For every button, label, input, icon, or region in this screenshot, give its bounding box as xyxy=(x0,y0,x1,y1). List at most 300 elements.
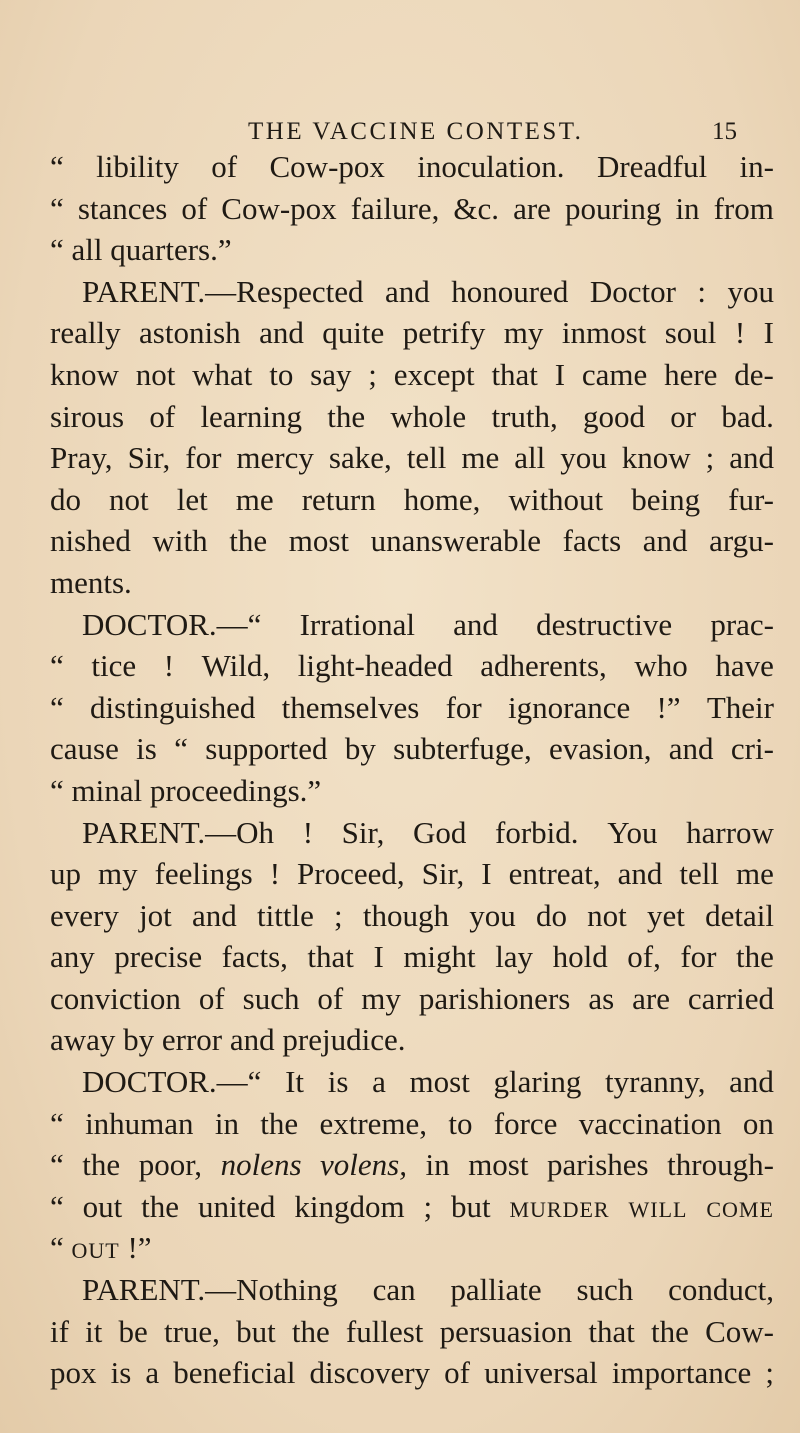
word xyxy=(128,437,171,479)
word xyxy=(83,1186,123,1228)
text-run: error xyxy=(161,1022,223,1058)
text-run: evasion, xyxy=(549,731,652,767)
text-run: “ xyxy=(50,648,64,684)
word xyxy=(334,895,343,937)
word xyxy=(468,1144,528,1186)
word xyxy=(446,687,482,729)
word xyxy=(164,645,174,687)
word xyxy=(588,978,614,1020)
text-run: soul xyxy=(664,315,717,351)
word xyxy=(629,1186,688,1228)
word xyxy=(303,812,313,854)
text-run: of xyxy=(198,980,225,1016)
text-run: sake, xyxy=(328,440,392,476)
text-run: libility xyxy=(96,149,179,184)
word xyxy=(393,728,532,770)
word xyxy=(664,354,717,396)
word xyxy=(292,1311,330,1353)
text-run: let xyxy=(176,481,208,517)
text-run: precise xyxy=(114,939,203,975)
word xyxy=(491,396,557,438)
text-run: ; xyxy=(368,356,377,392)
text-line xyxy=(50,396,774,438)
word xyxy=(707,687,774,729)
word xyxy=(508,687,630,729)
word xyxy=(632,978,670,1020)
text-run: of xyxy=(211,149,238,184)
word xyxy=(410,1061,470,1103)
text-run: such xyxy=(242,980,300,1016)
word xyxy=(150,770,321,812)
word xyxy=(50,1352,97,1394)
text-run: though xyxy=(362,897,450,933)
text-run: inmost xyxy=(561,315,647,351)
text-line xyxy=(50,312,774,354)
text-run: to xyxy=(448,1105,473,1141)
text-run: vaccination xyxy=(578,1105,722,1141)
text-run: Irrational xyxy=(299,606,415,642)
word xyxy=(91,645,136,687)
text-run: hold xyxy=(552,939,608,975)
word xyxy=(50,645,64,687)
text-run: of xyxy=(317,980,344,1016)
word xyxy=(307,936,354,978)
text-run: the xyxy=(651,1313,689,1349)
word xyxy=(576,1269,633,1311)
word xyxy=(565,188,661,230)
word xyxy=(222,936,288,978)
text-run: detail xyxy=(705,897,774,933)
text-line xyxy=(50,229,774,271)
text-run: you xyxy=(727,273,774,309)
text-run: are xyxy=(513,190,551,226)
text-run: is xyxy=(110,1355,132,1391)
text-run: I xyxy=(481,856,492,892)
text-run: of xyxy=(181,190,208,226)
text-run: I xyxy=(554,356,566,392)
text-run: know xyxy=(621,440,691,476)
word xyxy=(119,1311,148,1353)
text-run: the xyxy=(327,398,366,434)
text-line xyxy=(50,812,774,854)
word xyxy=(139,1144,202,1186)
word xyxy=(390,396,466,438)
word xyxy=(481,853,491,895)
word xyxy=(257,895,314,937)
word xyxy=(680,936,716,978)
text-run: : xyxy=(697,273,707,309)
word xyxy=(562,312,646,354)
word xyxy=(50,1311,69,1353)
text-run: for xyxy=(185,440,222,476)
word xyxy=(736,936,774,978)
text-run: who xyxy=(634,648,688,684)
text-run: ! xyxy=(734,315,746,351)
word xyxy=(327,396,365,438)
word xyxy=(205,728,327,770)
text-line xyxy=(50,1269,774,1311)
text-run: tice xyxy=(91,648,137,684)
text-run: it xyxy=(85,1313,103,1349)
word xyxy=(109,479,149,521)
text-run: discovery xyxy=(309,1355,431,1391)
text-line xyxy=(50,853,774,895)
italic-text: volens, xyxy=(320,1147,407,1183)
word xyxy=(709,520,774,562)
word xyxy=(270,146,385,188)
text-run: with xyxy=(152,523,208,559)
word xyxy=(426,1144,450,1186)
word xyxy=(345,728,376,770)
text-run: palliate xyxy=(450,1272,542,1308)
word xyxy=(555,354,565,396)
text-run: but xyxy=(450,1188,491,1224)
text-run: Sir, xyxy=(127,440,171,476)
text-run: honoured xyxy=(451,273,569,309)
word xyxy=(597,146,707,188)
text-run: and xyxy=(259,315,304,351)
text-run: ; xyxy=(705,440,715,476)
text-run: !” xyxy=(127,1230,152,1266)
text-run: and xyxy=(453,606,498,642)
text-run: from xyxy=(713,190,774,226)
word xyxy=(419,978,571,1020)
text-run: Proceed, xyxy=(297,856,405,892)
word xyxy=(96,146,179,188)
word xyxy=(155,853,253,895)
word xyxy=(417,146,564,188)
word xyxy=(618,853,663,895)
word xyxy=(300,604,415,646)
text-run: through- xyxy=(667,1147,774,1183)
text-run: Sir, xyxy=(341,814,385,850)
text-line xyxy=(50,604,774,646)
text-run: “ xyxy=(50,1230,64,1266)
text-run: for xyxy=(680,939,717,975)
text-run: themselves xyxy=(281,689,420,725)
word xyxy=(236,437,313,479)
word xyxy=(444,1352,470,1394)
text-run: me xyxy=(461,440,500,476)
word xyxy=(50,396,124,438)
word xyxy=(668,1269,774,1311)
word xyxy=(514,437,545,479)
text-run: ; xyxy=(423,1188,433,1224)
word xyxy=(174,728,188,770)
text-run: ! xyxy=(163,648,175,684)
text-line xyxy=(50,1061,774,1103)
text-run: inhuman xyxy=(85,1105,194,1141)
word xyxy=(513,188,551,230)
text-run: and xyxy=(729,440,774,476)
text-run: true, xyxy=(163,1313,220,1349)
text-run: Cow-pox xyxy=(221,190,337,226)
word xyxy=(403,936,475,978)
text-run: ignorance xyxy=(508,689,631,725)
word xyxy=(371,520,541,562)
text-run: a xyxy=(372,1064,386,1100)
word xyxy=(509,853,601,895)
text-run: are xyxy=(632,980,670,1016)
word xyxy=(765,1352,774,1394)
text-run: “ xyxy=(50,1147,64,1183)
text-run: universal xyxy=(484,1355,598,1391)
word xyxy=(200,396,302,438)
small-caps-text: out xyxy=(71,1230,120,1266)
text-line xyxy=(50,1103,774,1145)
word xyxy=(181,188,207,230)
text-run: entreat, xyxy=(508,856,601,892)
text-run: the xyxy=(291,1313,330,1349)
word xyxy=(322,312,384,354)
text-run: by xyxy=(123,1022,155,1058)
word xyxy=(260,1103,298,1145)
text-run: minal xyxy=(71,772,143,808)
word xyxy=(509,1186,609,1228)
text-run: being xyxy=(631,481,701,517)
text-line xyxy=(50,978,774,1020)
word xyxy=(450,1269,541,1311)
word xyxy=(50,895,119,937)
word xyxy=(50,437,113,479)
text-line xyxy=(50,1019,774,1061)
word xyxy=(549,728,651,770)
word xyxy=(50,1144,64,1186)
word xyxy=(453,188,499,230)
word xyxy=(123,1019,154,1061)
word xyxy=(560,437,607,479)
word xyxy=(451,271,568,313)
text-line xyxy=(50,770,774,812)
text-line xyxy=(50,271,774,313)
text-run: ; xyxy=(765,1355,774,1391)
word xyxy=(622,437,691,479)
word xyxy=(590,271,676,313)
text-run: pox xyxy=(50,1355,97,1391)
text-run: facts xyxy=(562,523,622,559)
text-run: up xyxy=(50,856,81,892)
word xyxy=(631,479,700,521)
word xyxy=(494,1103,558,1145)
word xyxy=(111,1352,132,1394)
word xyxy=(82,1061,261,1103)
word xyxy=(72,229,103,271)
word xyxy=(721,396,774,438)
word xyxy=(50,978,181,1020)
text-run: and xyxy=(229,1022,275,1058)
word xyxy=(50,146,64,188)
word xyxy=(669,728,714,770)
text-run: home, xyxy=(403,481,481,517)
text-run: Their xyxy=(706,689,774,725)
text-run: united xyxy=(197,1188,276,1224)
text-run: ! xyxy=(302,814,314,850)
text-run: DOCTOR.—“ xyxy=(82,1064,262,1100)
word xyxy=(285,1061,304,1103)
text-run: the xyxy=(229,523,268,559)
text-run: tell xyxy=(679,856,720,892)
text-run: not xyxy=(587,897,627,933)
text-run: return xyxy=(301,481,376,517)
word xyxy=(236,1311,276,1353)
text-run: if xyxy=(50,1313,69,1349)
word xyxy=(136,354,176,396)
text-run: ments. xyxy=(50,564,132,600)
word xyxy=(729,437,774,479)
text-run: Cow- xyxy=(705,1313,774,1349)
text-run: what xyxy=(192,356,253,392)
word xyxy=(82,812,274,854)
text-run: do xyxy=(50,481,81,517)
word xyxy=(50,312,121,354)
word xyxy=(82,1144,120,1186)
text-run: of xyxy=(149,398,176,434)
word xyxy=(491,354,538,396)
word xyxy=(50,1186,64,1228)
text-run: the xyxy=(82,1147,121,1183)
word xyxy=(373,1269,416,1311)
italic-text: nolens xyxy=(220,1147,302,1183)
word xyxy=(451,1186,491,1228)
text-run: and xyxy=(729,1064,774,1100)
text-line xyxy=(50,562,774,604)
text-run: harrow xyxy=(686,814,774,850)
word xyxy=(667,1144,774,1186)
word xyxy=(98,853,138,895)
word xyxy=(705,895,774,937)
word xyxy=(361,978,401,1020)
text-run: quarters.” xyxy=(110,232,232,268)
text-run: in xyxy=(675,190,700,226)
text-run: is xyxy=(327,1064,349,1100)
text-run: tittle xyxy=(257,897,314,933)
text-line xyxy=(50,687,774,729)
word xyxy=(202,645,271,687)
text-run: but xyxy=(236,1313,276,1349)
word xyxy=(368,354,377,396)
word xyxy=(229,520,267,562)
word xyxy=(605,1061,705,1103)
text-run: might xyxy=(403,939,476,975)
text-run: !” xyxy=(656,689,681,725)
word xyxy=(346,1311,424,1353)
word xyxy=(198,1186,276,1228)
text-run: conviction xyxy=(50,980,181,1016)
text-run: PARENT.—Oh xyxy=(82,814,275,850)
word xyxy=(735,312,745,354)
word xyxy=(145,1352,159,1394)
text-run: conduct, xyxy=(668,1272,774,1308)
text-run: tell xyxy=(406,440,447,476)
text-run: that xyxy=(588,1313,635,1349)
word xyxy=(651,1311,689,1353)
word xyxy=(50,770,64,812)
text-line xyxy=(50,354,774,396)
word xyxy=(731,728,774,770)
word xyxy=(177,479,208,521)
word xyxy=(310,1352,431,1394)
word xyxy=(164,1311,220,1353)
text-run: It xyxy=(285,1064,305,1100)
text-run: most xyxy=(468,1147,529,1183)
running-title: THE VACCINE CONTEST. xyxy=(248,118,584,145)
text-run: here xyxy=(664,356,718,392)
text-run: stances xyxy=(77,190,168,226)
word xyxy=(536,895,567,937)
text-run: ! xyxy=(269,856,281,892)
text-run: I xyxy=(373,939,384,975)
word xyxy=(50,354,119,396)
text-run: pouring xyxy=(564,190,662,226)
word xyxy=(351,188,440,230)
text-run: in xyxy=(214,1105,239,1141)
word xyxy=(173,1352,295,1394)
text-run: not xyxy=(135,356,176,392)
text-run: astonish xyxy=(139,315,241,351)
word xyxy=(297,853,405,895)
text-run: DOCTOR.—“ xyxy=(82,606,262,642)
word xyxy=(582,354,647,396)
text-run: Doctor xyxy=(589,273,676,309)
word xyxy=(328,1061,349,1103)
word xyxy=(734,354,774,396)
text-run: and xyxy=(192,897,237,933)
word xyxy=(298,645,453,687)
text-run: facts, xyxy=(221,939,288,975)
text-run: You xyxy=(607,814,658,850)
text-run: the xyxy=(736,939,774,975)
text-run: can xyxy=(372,1272,416,1308)
text-run: unanswerable xyxy=(370,523,542,559)
word xyxy=(50,229,64,271)
word xyxy=(50,562,132,604)
word xyxy=(675,188,699,230)
word xyxy=(230,1019,275,1061)
word xyxy=(714,188,774,230)
text-run: really xyxy=(50,315,121,351)
word xyxy=(329,437,392,479)
text-run: “ xyxy=(174,731,188,767)
word xyxy=(423,1186,432,1228)
word xyxy=(282,1019,405,1061)
text-run: ; xyxy=(334,897,343,933)
text-run: feelings xyxy=(154,856,253,892)
word xyxy=(627,936,661,978)
text-run: carried xyxy=(687,980,774,1016)
word xyxy=(670,396,696,438)
text-run: all xyxy=(71,232,103,268)
word xyxy=(243,978,300,1020)
text-run: glaring xyxy=(493,1064,582,1100)
word xyxy=(50,188,64,230)
text-run: petrify xyxy=(402,315,486,351)
text-run: came xyxy=(581,356,648,392)
text-run: the xyxy=(260,1105,299,1141)
text-run: me xyxy=(235,481,274,517)
word xyxy=(461,437,499,479)
word xyxy=(162,1019,222,1061)
text-run: extreme, xyxy=(319,1105,428,1141)
word xyxy=(469,895,516,937)
text-run: be xyxy=(118,1313,148,1349)
word xyxy=(136,728,157,770)
text-run: supported xyxy=(205,731,328,767)
word xyxy=(294,1186,404,1228)
word xyxy=(141,1186,179,1228)
word xyxy=(688,978,774,1020)
text-run: a xyxy=(145,1355,160,1391)
text-line xyxy=(50,1227,774,1269)
